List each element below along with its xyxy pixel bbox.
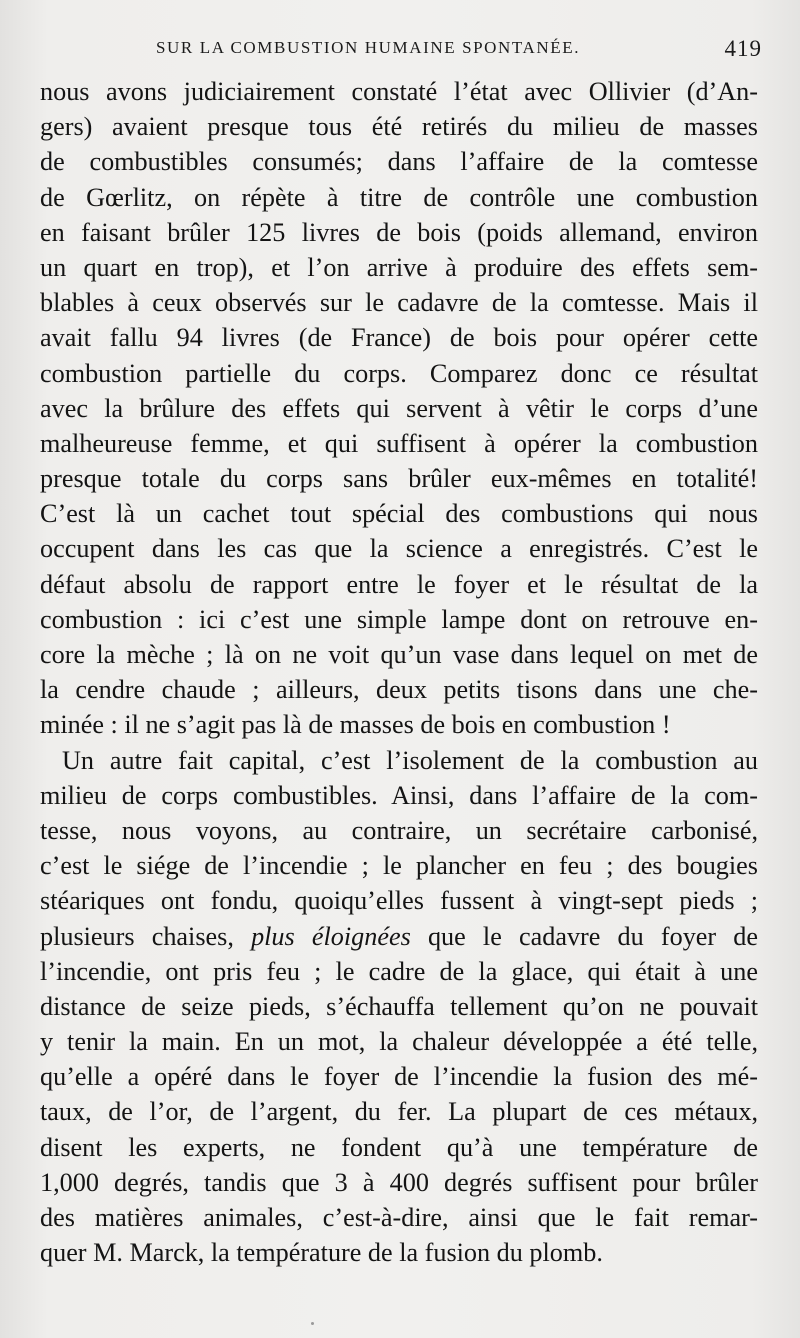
text-line: en faisant brûler 125 livres de bois (poids allemand, environ xyxy=(40,217,758,247)
line-segment: que le cadavre du foyer de xyxy=(427,921,758,951)
text-line: des matières animales, c’est-à-dire, ainsi que le fait remar- xyxy=(40,1203,758,1232)
running-head xyxy=(0,38,800,66)
text-line: distance de seize pieds, s’échauffa tellement qu’on ne pouvait xyxy=(40,991,758,1021)
text-line: occupent dans les cas que la science a enregistrés. C’est le xyxy=(40,534,758,564)
paragraph-start-line: Un autre fait capital, c’est l’isolement de la combustion au xyxy=(62,745,758,775)
text-line: l’incendie, ont pris feu ; le cadre de la glace, qui était à une xyxy=(40,956,758,986)
text-line: nous avons judiciairement constaté l’état avec Ollivier (d’An- xyxy=(40,77,758,106)
text-line: avec la brûlure des effets qui servent à vêtir le corps d’une xyxy=(40,393,758,423)
text-line: la cendre chaude ; ailleurs, deux petits tisons dans une che- xyxy=(40,675,758,705)
text-line-with-italic xyxy=(40,919,758,954)
text-line: avait fallu 94 livres (de France) de bois pour opérer cette xyxy=(40,323,758,353)
running-title: SUR LA COMBUSTION HUMAINE SPONTANÉE. xyxy=(156,38,581,57)
text-line: défaut absolu de rapport entre le foyer et le résultat de la xyxy=(40,569,758,599)
text-line: 1,000 degrés, tandis que 3 à 400 degrés suffisent pour brûler xyxy=(40,1167,758,1197)
text-line: taux, de l’or, de l’argent, du fer. La plupart de ces métaux, xyxy=(40,1097,758,1127)
text-line: C’est là un cachet tout spécial des combustions qui nous xyxy=(40,499,758,529)
text-line: milieu de corps combustibles. Ainsi, dans l’affaire de la com- xyxy=(40,780,758,810)
text-line: combustion : ici c’est une simple lampe dont on retrouve en- xyxy=(40,604,758,634)
paragraph-end-line: minée : il ne s’agit pas là de masses de bois en combustion ! xyxy=(40,710,671,740)
page-number: 419 xyxy=(724,36,762,61)
line-segment: plusieurs chaises, xyxy=(40,921,234,951)
text-line: tesse, nous voyons, au contraire, un secrétaire carbonisé, xyxy=(40,815,758,845)
text-line: gers) avaient presque tous été retirés du milieu de masses xyxy=(40,112,758,142)
text-line: disent les experts, ne fondent qu’à une température de xyxy=(40,1132,758,1162)
paper-speck xyxy=(311,1322,314,1325)
text-line: de Gœrlitz, on répète à titre de contrôle une combustion xyxy=(40,182,758,212)
text-line: core la mèche ; là on ne voit qu’un vase dans lequel on met de xyxy=(40,640,758,669)
text-line: un quart en trop), et l’on arrive à produire des effets sem- xyxy=(40,252,758,282)
paragraph-end-line: quer M. Marck, la température de la fusion du plomb. xyxy=(40,1238,603,1268)
body-text xyxy=(40,74,758,1270)
text-line: presque totale du corps sans brûler eux-mêmes en totalité! xyxy=(40,464,758,494)
text-line: y tenir la main. En un mot, la chaleur développée a été telle, xyxy=(40,1027,758,1057)
text-line: malheureuse femme, et qui suffisent à opérer la combustion xyxy=(40,428,758,458)
text-line: combustion partielle du corps. Comparez donc ce résultat xyxy=(40,358,758,388)
text-line: qu’elle a opéré dans le foyer de l’incendie la fusion des mé- xyxy=(40,1062,758,1092)
text-line: de combustibles consumés; dans l’affaire de la comtesse xyxy=(40,147,758,177)
text-line: blables à ceux observés sur le cadavre de la comtesse. Mais il xyxy=(40,288,758,318)
text-line: stéariques ont fondu, quoiqu’elles fussent à vingt-sept pieds ; xyxy=(40,886,758,916)
italic-emphasis: plus éloignées xyxy=(251,921,411,951)
text-line: c’est le siége de l’incendie ; le plancher en feu ; des bougies xyxy=(40,851,758,881)
